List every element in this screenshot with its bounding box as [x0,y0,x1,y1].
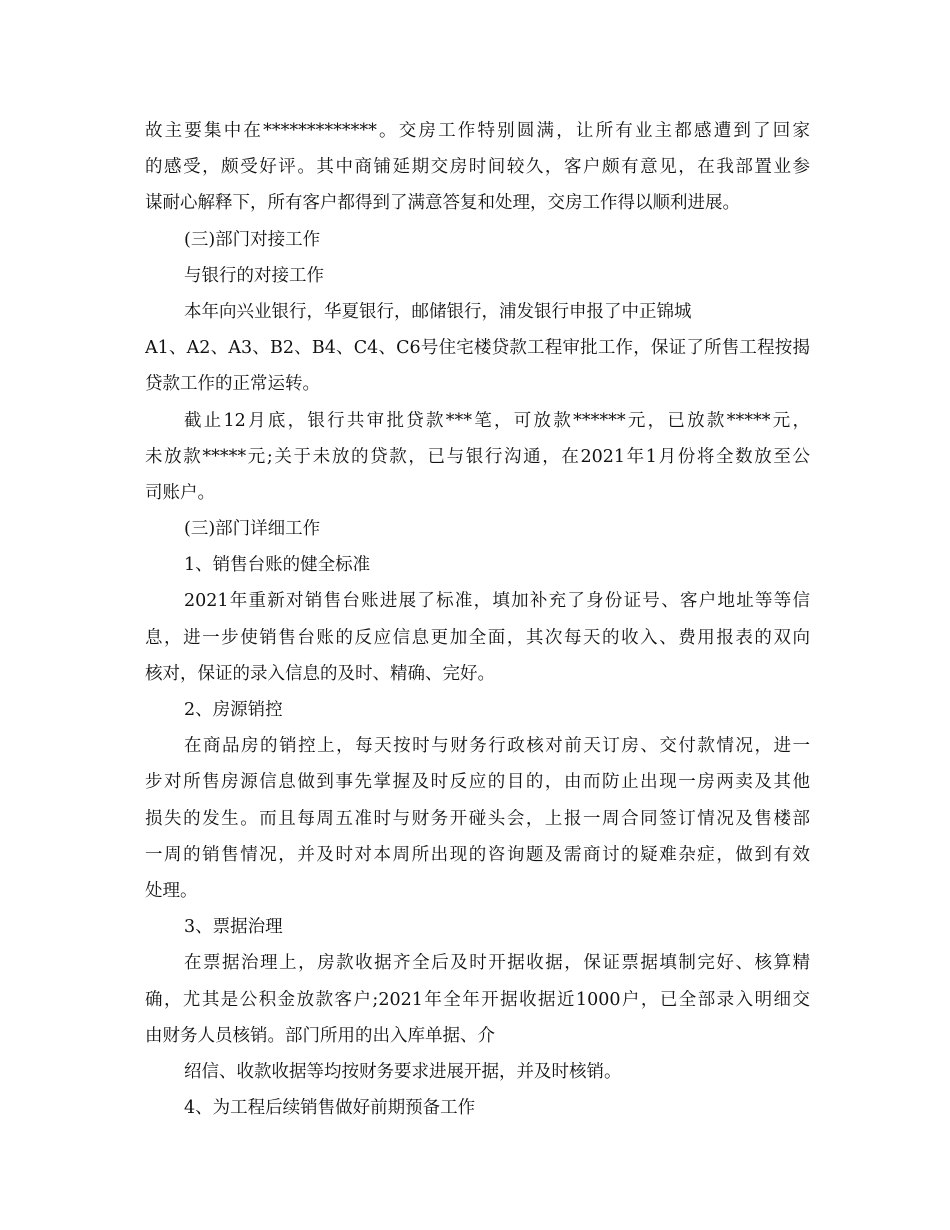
text-line: 截止12月底，银行共审批贷款***笔，可放款******元，已放款*****元， [184,410,810,431]
text-line: 息，进一步使销售台账的反应信息更加全面，其次每天的收入、费用报表的双向 [145,627,810,648]
text-line: 1、销售台账的健全标准 [184,555,371,576]
text-line: 处理。 [145,880,198,901]
text-line: 在商品房的销控上，每天按时与财务行政核对前天订房、交付款情况，进一 [184,736,810,757]
text-line: 3、票据治理 [184,917,283,938]
text-line: 2、房源销控 [184,700,283,720]
text-line: 4、为工程后续销售做好前期预备工作 [184,1098,476,1119]
text-line: (三)部门对接工作 [184,229,321,250]
text-line: 未放款*****元;关于未放的贷款，已与银行沟通，在2021年1月份将全数放至公 [145,446,810,467]
text-line: 本年向兴业银行，华夏银行，邮储银行，浦发银行申报了中正锦城 [184,301,692,322]
text-line: 一周的销售情况，并及时对本周所出现的咨询题及需商讨的疑难杂症，做到有效 [145,844,810,865]
text-line: 损失的发生。而且每周五准时与财务开碰头会，上报一周合同签订情况及售楼部 [145,808,810,829]
text-line: 步对所售房源信息做到事先掌握及时反应的目的，由而防止出现一房两卖及其他 [145,772,810,793]
text-line: 的感受，颇受好评。其中商铺延期交房时间较久，客户颇有意见，在我部置业参 [145,157,810,178]
text-line: 由财务人员核销。部门所用的出入库单据、介 [145,1025,495,1046]
text-line: A1、A2、A3、B2、B4、C4、C6号住宅楼贷款工程审批工作，保证了所售工程按揭 [145,338,810,359]
text-line: 2021年重新对销售台账进展了标准，填加补充了身份证号、客户地址等等信 [184,591,810,612]
text-line: 绍信、收款收据等均按财务要求进展开据，并及时核销。 [184,1061,622,1082]
text-line: 司账户。 [145,482,215,503]
text-line: (三)部门详细工作 [184,519,321,540]
text-line: 谋耐心解释下，所有客户都得到了满意答复和处理，交房工作得以顺利进展。 [145,193,740,214]
text-line: 与银行的对接工作 [184,265,324,286]
text-line: 在票据治理上，房款收据齐全后及时开据收据，保证票据填制完好、核算精 [184,953,810,974]
text-line: 核对，保证的录入信息的及时、精确、完好。 [145,663,495,684]
text-line: 确，尤其是公积金放款客户;2021年全年开据收据近1000户，已全部录入明细交 [145,989,810,1010]
text-line: 贷款工作的正常运转。 [145,374,320,395]
text-line: 故主要集中在*************。交房工作特别圆满，让所有业主都感遭到了回家 [145,121,810,141]
